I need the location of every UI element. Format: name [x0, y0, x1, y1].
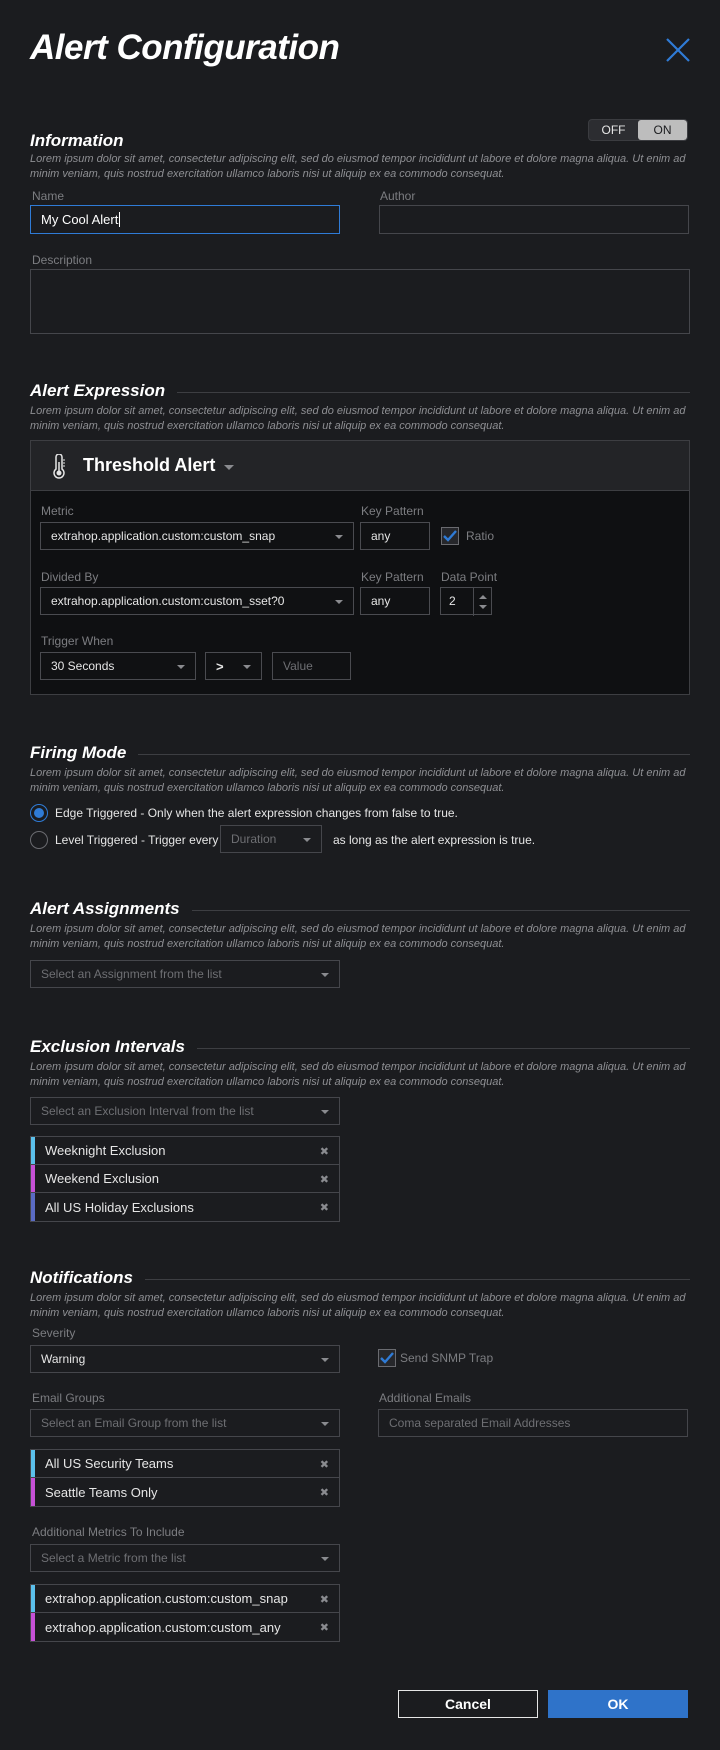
color-bar [31, 1137, 35, 1164]
edge-triggered-option[interactable] [30, 804, 458, 822]
metric-select[interactable] [40, 522, 354, 550]
list-item-label: Weekend Exclusion [45, 1171, 159, 1186]
color-bar [31, 1613, 35, 1641]
color-bar [31, 1585, 35, 1612]
assignment-select[interactable] [30, 960, 340, 988]
firing-mode-description: Lorem ipsum dolor sit amet, consectetur adipiscing elit, sed do eiusmod tempor incididunt ut labore et dolore magna aliqua. Ut enim ad minim veniam, quis nostrud exercitation ullamco laboris nisi ut aliquip ex ea commodo consequat. [30, 767, 686, 794]
divided-by-select[interactable] [40, 587, 354, 615]
chevron-down-icon [243, 665, 251, 669]
exclusion-placeholder: Select an Exclusion Interval from the list [41, 1104, 254, 1118]
metric-include-list [30, 1584, 340, 1642]
notifications-heading: Notifications [30, 1268, 133, 1287]
list-item [31, 1585, 339, 1613]
name-input[interactable] [30, 205, 340, 234]
alert-type-header [31, 441, 689, 491]
edge-triggered-label: Edge Triggered - Only when the alert expression changes from false to true. [55, 806, 458, 820]
remove-icon[interactable]: ✖ [319, 1174, 329, 1186]
author-input[interactable] [379, 205, 689, 234]
trigger-interval-select[interactable] [40, 652, 196, 680]
toggle-on-option[interactable]: ON [638, 120, 687, 140]
alert-type-dropdown[interactable] [83, 455, 234, 476]
snmp-checkbox-group[interactable] [378, 1349, 493, 1367]
alert-expression-description: Lorem ipsum dolor sit amet, consectetur adipiscing elit, sed do eiusmod tempor incididunt ut labore et dolore magna aliqua. Ut enim ad minim veniam, quis nostrud exercitation ullamco laboris nisi ut aliquip ex ea commodo consequat. [30, 405, 686, 432]
list-item [31, 1137, 339, 1165]
thermometer-icon [51, 454, 67, 480]
remove-icon[interactable]: ✖ [319, 1459, 329, 1471]
description-label: Description [32, 253, 93, 267]
chevron-down-icon [321, 1422, 329, 1426]
alert-expression-heading: Alert Expression [30, 381, 166, 400]
information-heading: Information [30, 131, 124, 150]
severity-label: Severity [32, 1326, 76, 1340]
level-triggered-radio[interactable] [30, 831, 48, 849]
key-pattern-2-input[interactable]: any [360, 587, 430, 615]
checkmark-icon [380, 1352, 394, 1364]
section-divider [177, 392, 690, 393]
email-group-placeholder: Select an Email Group from the list [41, 1416, 227, 1430]
edge-triggered-radio[interactable] [30, 804, 48, 822]
metrics-label: Additional Metrics To Include [32, 1525, 185, 1539]
stepper-arrows[interactable] [473, 588, 491, 616]
exclusion-select[interactable] [30, 1097, 340, 1125]
notifications-header [30, 1267, 690, 1289]
ok-button[interactable]: OK [548, 1690, 688, 1718]
chevron-down-icon [224, 465, 234, 470]
exclusions-heading: Exclusion Intervals [30, 1037, 185, 1056]
list-item-label: extrahop.application.custom:custom_snap [45, 1591, 288, 1606]
duration-placeholder: Duration [231, 832, 277, 846]
level-triggered-suffix: as long as the alert expression is true. [333, 833, 536, 847]
operator-value: > [216, 658, 224, 674]
assignments-description: Lorem ipsum dolor sit amet, consectetur adipiscing elit, sed do eiusmod tempor incididunt ut labore et dolore magna aliqua. Ut enim ad minim veniam, quis nostrud exercitation ullamco laboris nisi ut aliquip ex ea commodo consequat. [30, 923, 686, 950]
list-item-label: All US Security Teams [45, 1456, 174, 1471]
text-cursor [119, 212, 120, 227]
section-divider [192, 910, 690, 911]
checkmark-icon [443, 530, 457, 542]
list-item-label: extrahop.application.custom:custom_any [45, 1619, 281, 1635]
key-pattern-input[interactable]: any [360, 522, 430, 550]
list-item [31, 1613, 339, 1641]
list-item [31, 1193, 339, 1221]
threshold-alert-panel [30, 440, 690, 695]
remove-icon[interactable]: ✖ [319, 1622, 329, 1634]
data-point-stepper[interactable] [440, 587, 492, 615]
color-bar [31, 1450, 35, 1477]
remove-icon[interactable]: ✖ [319, 1594, 329, 1606]
color-bar [31, 1478, 35, 1506]
additional-emails-input[interactable]: Coma separated Email Addresses [378, 1409, 688, 1437]
email-groups-label: Email Groups [32, 1391, 105, 1405]
chevron-down-icon [335, 600, 343, 604]
data-point-value: 2 [449, 594, 456, 608]
section-divider [138, 754, 690, 755]
level-triggered-label: Level Triggered - Trigger every [55, 833, 219, 847]
firing-mode-header [30, 742, 690, 764]
assignments-header [30, 898, 690, 920]
list-item [31, 1165, 339, 1193]
chevron-down-icon [335, 535, 343, 539]
alert-type-label: Threshold Alert [83, 455, 216, 475]
close-icon[interactable] [664, 36, 692, 64]
chevron-up-icon[interactable] [479, 595, 487, 599]
divided-by-value: extrahop.application.custom:custom_sset?0 [51, 594, 285, 608]
list-item [31, 1478, 339, 1506]
section-divider [197, 1048, 690, 1049]
severity-value: Warning [41, 1352, 86, 1366]
firing-mode-heading: Firing Mode [30, 743, 127, 762]
list-item-label: All US Holiday Exclusions [45, 1199, 194, 1215]
page-title: Alert Configuration [30, 28, 340, 67]
divided-by-label: Divided By [41, 570, 99, 584]
operator-select[interactable] [205, 652, 262, 680]
data-point-label: Data Point [441, 570, 498, 584]
author-label: Author [380, 189, 416, 203]
chevron-down-icon [321, 1358, 329, 1362]
chevron-down-icon [321, 1557, 329, 1561]
exclusion-list [30, 1136, 340, 1222]
remove-icon[interactable]: ✖ [319, 1487, 329, 1499]
duration-select[interactable] [220, 825, 322, 853]
notifications-description: Lorem ipsum dolor sit amet, consectetur adipiscing elit, sed do eiusmod tempor incididunt ut labore et dolore magna aliqua. Ut enim ad minim veniam, quis nostrud exercitation ullamco laboris nisi ut aliquip ex ea commodo consequat. [30, 1292, 686, 1319]
chevron-down-icon[interactable] [479, 605, 487, 609]
list-item-label: Seattle Teams Only [45, 1484, 158, 1500]
assignment-placeholder: Select an Assignment from the list [41, 967, 222, 981]
color-bar [31, 1193, 35, 1221]
ratio-label: Ratio [466, 529, 495, 543]
metric-include-placeholder: Select a Metric from the list [41, 1551, 186, 1565]
information-header [30, 130, 690, 152]
name-label: Name [32, 189, 65, 203]
email-group-select[interactable] [30, 1409, 340, 1437]
metric-include-select[interactable] [30, 1544, 340, 1572]
metric-value: extrahop.application.custom:custom_snap [51, 529, 276, 543]
list-item-label: Weeknight Exclusion [45, 1143, 166, 1158]
snmp-checkbox[interactable] [378, 1349, 396, 1367]
trigger-interval-value: 30 Seconds [51, 659, 115, 673]
chevron-down-icon [177, 665, 185, 669]
key-pattern-2-label: Key Pattern [361, 570, 424, 584]
chevron-down-icon [321, 1110, 329, 1114]
snmp-label: Send SNMP Trap [400, 1351, 494, 1365]
color-bar [31, 1165, 35, 1192]
value-input[interactable]: Value [272, 652, 351, 680]
assignments-heading: Alert Assignments [30, 899, 180, 918]
ratio-checkbox[interactable] [441, 527, 459, 545]
section-divider [145, 1279, 690, 1280]
additional-emails-label: Additional Emails [379, 1391, 472, 1405]
radio-dot [34, 808, 44, 818]
email-group-list [30, 1449, 340, 1507]
level-triggered-option[interactable] [30, 831, 218, 849]
trigger-when-label: Trigger When [41, 634, 114, 648]
ratio-checkbox-group[interactable] [441, 527, 494, 545]
list-item [31, 1450, 339, 1478]
severity-select[interactable] [30, 1345, 340, 1373]
key-pattern-label: Key Pattern [361, 504, 424, 518]
exclusions-header [30, 1036, 690, 1058]
toggle-off-option[interactable]: OFF [601, 123, 626, 137]
metric-label: Metric [41, 504, 74, 518]
cancel-button[interactable]: Cancel [398, 1690, 538, 1718]
alert-expression-header [30, 380, 690, 402]
chevron-down-icon [321, 973, 329, 977]
remove-icon[interactable]: ✖ [319, 1146, 329, 1158]
name-input-value: My Cool Alert [41, 212, 119, 227]
description-textarea[interactable] [30, 269, 690, 334]
chevron-down-icon [303, 838, 311, 842]
remove-icon[interactable]: ✖ [319, 1202, 329, 1214]
information-description: Lorem ipsum dolor sit amet, consectetur adipiscing elit, sed do eiusmod tempor incididunt ut labore et dolore magna aliqua. Ut enim ad minim veniam, quis nostrud exercitation ullamco laboris nisi ut aliquip ex ea commodo consequat. [30, 153, 686, 180]
exclusions-description: Lorem ipsum dolor sit amet, consectetur adipiscing elit, sed do eiusmod tempor incididunt ut labore et dolore magna aliqua. Ut enim ad minim veniam, quis nostrud exercitation ullamco laboris nisi ut aliquip ex ea commodo consequat. [30, 1061, 686, 1088]
